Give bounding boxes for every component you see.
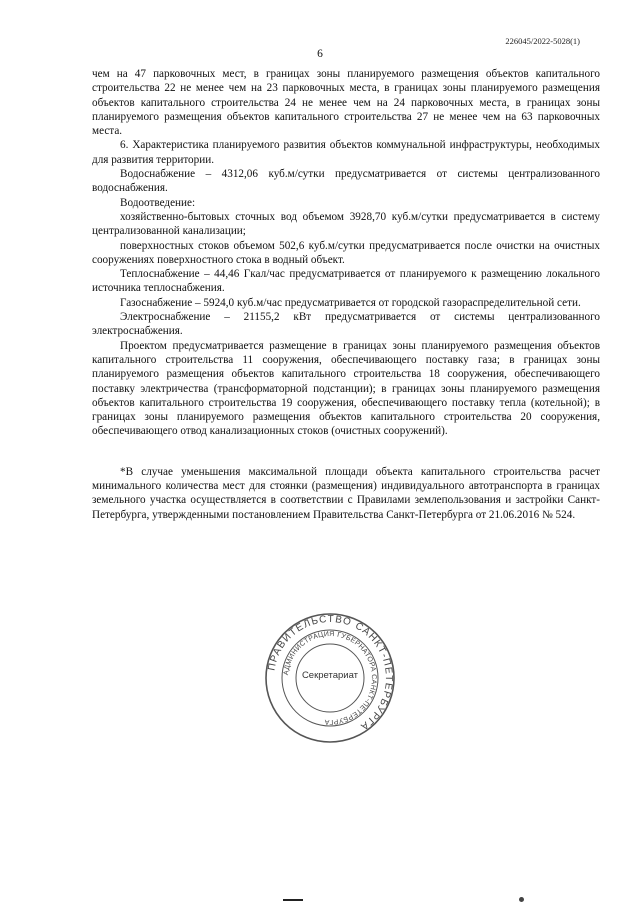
scan-mark <box>283 899 303 901</box>
paragraph-section-6-heading: 6. Характеристика планируемого развития объектов коммунальной инфраструктуры, необходимых для развития территории. <box>92 139 600 166</box>
stamp-center-text: Секретариат <box>301 670 359 681</box>
paragraph-project-facilities: Проектом предусматривается размещение в границах зоны планируемого размещения объектов капитального строительства 11 сооружения, обеспечивающего поставку газа; в границах зоны планируемого размещения объектов капитального строительства 18 сооружения, обеспечивающего поставку электричества (трансформаторной подстанции); в границах зоны планируемого размещения объектов капитального строительства 19 сооружения, обеспечивающего поставку тепла (котельной); в границах зоны планируемого размещения объектов капитального строительства 20 сооружения, обеспечивающего отвод канализационных стоков (очистных сооружений). <box>92 339 600 438</box>
paragraph-gas-supply: Газоснабжение – 5924,0 куб.м/час предусматривается от городской газораспределительной сети. <box>120 296 581 309</box>
secretariat-stamp <box>264 612 396 744</box>
footnote: *В случае уменьшения максимальной площади объекта капитального строительства расчет минимального количества мест для стоянки (размещения) индивидуального автотранспорта в границах земельного участка осуществляется в соответствии с Правилами землепользования и застройки Санкт-Петербурга, утвержденными постановлением Правительства Санкт-Петербурга от 21.06.2016 № 524. <box>92 465 600 521</box>
paragraph-parking-continuation: чем на 47 парковочных мест, в границах зоны планируемого размещения объектов капитального строительства 22 не менее чем на 23 парковочных места, в границах зоны планируемого размещения объектов капитального строительства 24 не менее чем на 24 парковочных места, в границах зоны планируемого размещения объектов капитального строительства 27 не менее чем на 63 парковочных места. <box>92 68 600 138</box>
page-number: 6 <box>317 48 323 60</box>
document-body <box>92 67 600 522</box>
paragraph-household-sewage: хозяйственно-бытовых сточных вод объемом 3928,70 куб.м/сутки предусматривается в систему централизованной канализации; <box>92 210 600 238</box>
stamp-outer-text: ПРАВИТЕЛЬСТВО САНКТ-ПЕТЕРБУРГА <box>266 613 395 733</box>
document-id: 226045/2022-5028(1) <box>505 36 580 46</box>
paragraph-drainage-heading: Водоотведение: <box>120 196 196 209</box>
stamp-inner-text: АДМИНИСТРАЦИЯ ГУБЕРНАТОРА САНКТ-ПЕТЕРБУРГА <box>283 630 378 726</box>
paragraph-water-supply: Водоснабжение – 4312,06 куб.м/сутки предусматривается от системы централизованного водоснабжения. <box>92 168 600 195</box>
paragraph-power-supply: Электроснабжение – 21155,2 кВт предусматривается от системы централизованного электроснабжения. <box>92 311 600 338</box>
scan-dot <box>519 897 524 902</box>
paragraph-surface-runoff: поверхностных стоков объемом 502,6 куб.м/сутки предусматривается после очистки на очистных сооружениях поверхностного стока в водный объект. <box>92 239 600 266</box>
paragraph-heat-supply: Теплоснабжение – 44,46 Гкал/час предусматривается от планируемого к размещению локального источника теплоснабжения. <box>92 268 600 295</box>
page-bottom-marks <box>0 895 640 905</box>
